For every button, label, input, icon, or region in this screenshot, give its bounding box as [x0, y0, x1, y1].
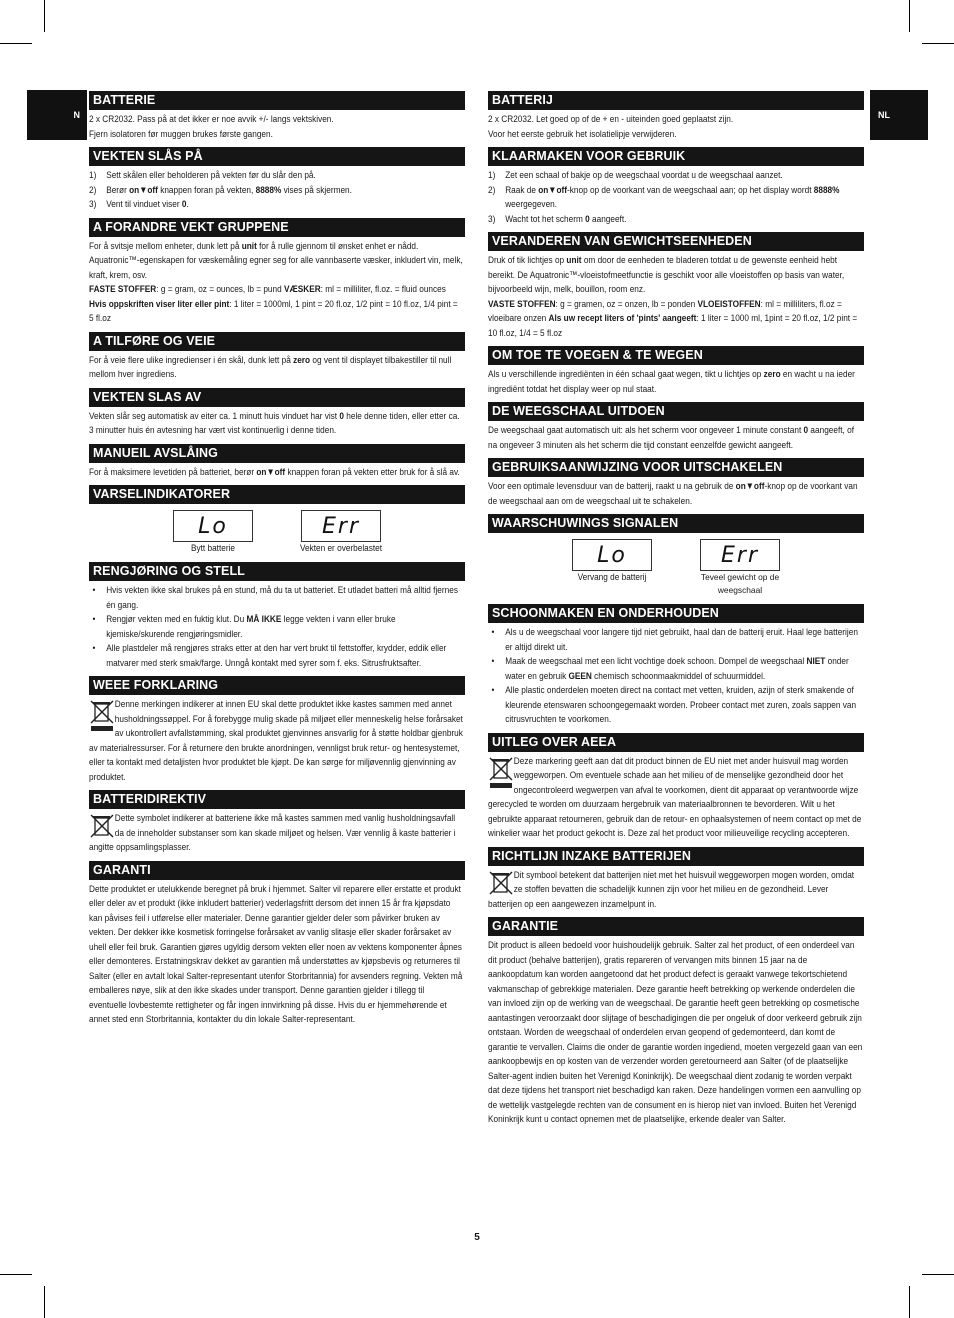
item-number: 2) — [89, 184, 97, 196]
list-item — [89, 169, 464, 184]
item-number: 1) — [89, 170, 97, 181]
section-toevoegen — [488, 346, 864, 397]
page-number: 5 — [474, 1232, 480, 1243]
section-heading: BATTERIE — [89, 91, 465, 110]
lcd-display: Lo — [572, 539, 652, 571]
text-line: 2 x CR2032. Let goed op of de + en - uiteinden goed geplaatst zijn. — [488, 114, 734, 125]
section-heading: RENGJØRING OG STELL — [89, 562, 465, 581]
bullet-list — [89, 584, 464, 671]
paragraph — [89, 113, 464, 142]
text-line: 2 x CR2032. Pass på at det ikker er noe avvik +/- langs vektskiven. — [89, 114, 334, 125]
list-item: • Hvis vekten ikke skal brukes på en stund, må du ta ut batteriet. Et utladet batteri må alltid fjernes én gang. — [92, 585, 458, 611]
language-tab-dutch — [870, 90, 928, 140]
section-heading: DE WEEGSCHAAL UITDOEN — [488, 402, 864, 421]
paragraph: Deze markering geeft aan dat dit product binnen de EU niet met ander huisvuil mag worden weggeworpen. Om eventuele schade aan het milieu of de menselijke gezondheid door het ongecontroleerd wegwerpen van afval te voorkomen, dient dit apparaat op verantwoorde wijze gerecycled te worden om duurzaam hergebruik van materiaalbronnen te bevorderen. Wilt u het gebruikte apparaat retourneren, gebruik dan de retour- en ophaalsystemen of neem contact op met de winkelier waar het product gekocht is. Deze zal het product voor milieuveilige recycling accepteren. — [488, 755, 862, 839]
section-heading: WAARSCHUWINGS SIGNALEN — [488, 514, 864, 533]
section-manueil — [89, 444, 465, 481]
crop-mark — [0, 43, 32, 44]
section-batteridirektiv — [89, 790, 465, 856]
crop-mark — [909, 0, 910, 32]
section-heading: VEKTEN SLÅS PÅ — [89, 147, 465, 166]
crop-mark — [922, 43, 954, 44]
section-heading: WEEE FORKLARING — [89, 676, 465, 695]
paragraph: Dette produktet er utelukkende beregnet på bruk i hjemmet. Salter vil reparere eller erstatte et produkt eller deler av et produkt (ikke inkludert batterier) vederlagsfritt dersom det innen 15 år fra kjøpsdato kan påvises feil i utførelse eller materialer. Denne garantier gjelder deler som påvirker bruken av vekten. Der dekker ikke kosmetisk forringelse forårsaket av vanlig slitasje eller skader forårsaket av uhell eller feil bruk. Garantien gjøres ugyldig dersom vekten eller noen av vektens komponenter åpnes eller demonteres. Erstatningskrav dekket av garantien må understøttes av kjøpsbevis og returneres til Salter (eller en avtalt lokal Salter-representant utenfor Storbritannia) for avsenders regning. Vekten må emballeres nøye, slik at den ikke skades under transport. Denne garantien gjelder i tillegg til eventuelle lovbestemte rettigheter og får ingen innvirkning på disse. Hvis du er hjemmehørende et annet sted enn Storbritannia, kontakter du din lokale Salter-representant. — [89, 883, 463, 1025]
lcd-display: Lo — [173, 510, 253, 542]
paragraph: For å svitsje mellom enheter, dunk lett på unit for å rulle gjennom til ønsket enhet er nådd. Aquatronic™-egenskapen for væskemåling egner seg for alle vannbaserte væsker, inkludert vin, melk, kraft, krem, osv. — [89, 240, 463, 281]
section-garanti — [89, 861, 465, 1028]
section-heading: OM TOE TE VOEGEN & TE WEGEN — [488, 346, 864, 365]
section-heading: GARANTIE — [488, 917, 864, 936]
item-text: Sett skålen eller beholderen på vekten før du slår den på. — [106, 170, 316, 181]
section-veranderen — [488, 232, 864, 341]
section-batterij — [488, 91, 864, 142]
paragraph: VASTE STOFFEN: g = gramen, oz = onzen, lb = ponden VLOEISTOFFEN: ml = milliliters, fl.oz = vloeibare onzen Als uw recept liters of 'pints' aangeeft: 1 liter = 1000 ml, 1pint = 20 fl.oz, 1/2 pint = 10 fl.oz, 1/4 = 5 fl.oz — [488, 298, 858, 339]
paragraph: For å veie flere ulike ingredienser i én skål, dunk lett på zero og vent til displayet tilbakestiller til null mellom hver ingrediens. — [89, 354, 452, 380]
paragraph: Dit product is alleen bedoeld voor huishoudelijk gebruik. Salter zal het product, of een onderdeel van dit product (behalve batterijen), gratis repareren of vervangen mits binnen 15 jaar na de aankoopdatum kan worden aangetoond dat het product defect is geraakt vanwege tekortschietend vakmanschap of gebrekkige materialen. Deze garantie heeft betrekking op werkende onderdelen die van invloed zijn op de werking van de weegschaal. De garantie heeft geen betrekking op cosmetische aantastingen veroorzaakt door slijtage of beschadigingen die per ongeluk of door verkeerd gebruik zijn ontstaan. Worden de weegschaal of onderdelen ervan geopend of gedemonteerd, dan komt de garantie te vervallen. Claims die onder de garantie worden ingediend, moeten vergezeld gaan van een aankoopbewijs en op kosten van de verzender worden geretourneerd aan Salter (of de plaatselijke Salter-agent indien buiten het Verenigd Koninkrijk). De weegschaal dient zodanig te worden verpakt dat deze tijdens het transport niet beschadigd kan raken. Deze handelingen vormen een aanvulling op de wettelijk vastgelegde rechten van de consument en is hierop niet van invloed. Buiten het Verenigd Koninkrijk kunt u contact opnemen met de plaatselijke, erkende dealer van Salter. — [488, 940, 863, 1125]
list-item: • Als u de weegschaal voor langere tijd niet gebruikt, haal dan de batterij eruit. Haal lege batterijen er altijd direkt uit. — [491, 627, 858, 653]
list-item: • Alle plastdeler må rengjøres straks etter at den har vert brukt til fettstoffer, krydder, eddik eller matvarer med sterk smak/farge. Unngå kontakt med syrer som f. eks. Sitrusfruktsafter. — [92, 643, 447, 669]
indicator-caption: Vervang de batterij — [577, 572, 647, 583]
numbered-list — [89, 169, 464, 213]
indicator-low-battery — [562, 539, 662, 597]
language-tab-norwegian — [27, 90, 87, 140]
list-item — [89, 184, 464, 199]
indicator-caption: Teveel gewicht op de weegschaal — [700, 572, 780, 595]
section-heading: RICHTLIJN INZAKE BATTERIJEN — [488, 847, 864, 866]
section-heading: SCHOONMAKEN EN ONDERHOUDEN — [488, 604, 864, 623]
section-weee — [89, 676, 465, 785]
list-item: • Maak de weegschaal met een licht vochtige doek schoon. Dompel de weegschaal NIET onder water en gebruik GEEN chemisch schoonmaakmiddel of schuurmiddel. — [491, 656, 849, 682]
section-uitschakelen — [488, 458, 864, 509]
crop-mark — [44, 0, 45, 32]
section-signalen — [488, 514, 864, 599]
text-line: Voor het eerste gebruik het isolatielipje verwijderen. — [488, 128, 677, 140]
paragraph — [488, 113, 863, 142]
section-heading: BATTERIDIREKTIV — [89, 790, 465, 809]
section-klaarmaken — [488, 147, 864, 227]
item-text: Berør on▼off knappen foran på vekten, 8888% vises på skjermen. — [106, 184, 352, 196]
paragraph: Dit symbool betekent dat batterijen niet met het huisvuil weggeworpen mogen worden, omdat ze stoffen bevatten die schadelijk kunnen zijn voor het milieu en de gezondheid. Lever batterijen op een aangewezen inzamelpunt in. — [488, 869, 855, 910]
crop-mark — [0, 1274, 32, 1275]
paragraph: Druk of tik lichtjes op unit om door de eenheden te bladeren totdat u de gewenste eenheid hebt bereikt. De Aquatronic™-vloeistofmeetfunctie is geschikt voor alle vloeistoffen op basis van water, bijvoorbeeld wijn, melk, bouillon, room enz. — [488, 255, 845, 295]
crop-mark — [922, 1274, 954, 1275]
section-heading: A TILFØRE OG VEIE — [89, 332, 465, 351]
bullet-list — [488, 626, 863, 728]
paragraph: Dette symbolet indikerer at batteriene ikke må kastes sammen med vanlig husholdningsavfall da de inneholder substanser som kan skade miljøet og helsen. Vær vennlig å kaste batterier i angitte oppsamlingsplasser. — [89, 813, 456, 853]
section-heading: VEKTEN SLAS AV — [89, 388, 465, 407]
text-line: Fjern isolatoren før muggen brukes første gangen. — [89, 128, 273, 140]
section-heading: VERANDEREN VAN GEWICHTSEENHEDEN — [488, 232, 864, 251]
section-heading: GEBRUIKSAANWIJZING VOOR UITSCHAKELEN — [488, 458, 864, 477]
paragraph: FASTE STOFFER: g = gram, oz = ounces, lb = pund VÆSKER: ml = milliliter, fl.oz. = fluid ounces Hvis oppskriften viser liter eller pint: 1 liter = 1000ml, 1 pint = 20 fl.oz, 1/2 pint = 10 fl.oz, 1/4 pint = 5 fl.oz — [89, 284, 458, 324]
item-number: 3) — [89, 199, 97, 210]
section-rengjoring — [89, 562, 465, 671]
section-slas-av — [89, 388, 465, 439]
section-tilfore — [89, 332, 465, 383]
paragraph: Vekten slår seg automatisk av eiter ca. 1 minutt huis vinduet har vist 0 hele denne tiden, eller etter ca. 3 minutter huis én avtesning har vært vist kontinuerlig i denne tiden. — [89, 410, 460, 436]
section-aeea — [488, 733, 864, 842]
paragraph: Denne merkingen indikerer at innen EU skal dette produktet ikke kastes sammen med annet husholdningssøppel. For å forebygge mulig skade på miljøet eller menneskelig helse forårsaket av ukontrollert avfallstømming, skal produktet gjenvinnes ansvarlig for å støtte holdbar gjenbruk av materialressurser. For å returnere den brukte anordningen, vennligst bruk retur- og hentesystemet, eller ta kontakt med detaljisten hvor produktet ble kjøpt. De kan sørge for miljøvennlig gjenvinning av produktet. — [89, 699, 463, 783]
indicator-low-battery — [163, 510, 263, 555]
norwegian-column — [89, 91, 465, 1033]
indicator-row — [488, 536, 864, 599]
section-garantie — [488, 917, 864, 1128]
section-heading: MANUEIL AVSLÅING — [89, 444, 465, 463]
crop-mark — [909, 1286, 910, 1318]
list-item: 2) Raak de on▼off-knop op de voorkant van de weegschaal aan; op het display wordt 8888% weergegeven. — [488, 184, 840, 210]
section-varsel — [89, 485, 465, 557]
section-forandre-vekt — [89, 218, 465, 327]
dutch-column — [488, 91, 864, 1133]
indicator-overload — [690, 539, 790, 597]
indicator-caption: Vekten er overbelastet — [299, 543, 383, 554]
indicator-row — [89, 507, 465, 557]
numbered-list — [488, 169, 863, 227]
section-heading: UITLEG OVER AEEA — [488, 733, 864, 752]
section-heading: A FORANDRE VEKT GRUPPENE — [89, 218, 465, 237]
item-text: Vent til vinduet viser 0. — [106, 199, 189, 210]
section-richtlijn — [488, 847, 864, 913]
list-item: • Rengjør vekten med en fuktig klut. Du MÅ IKKE legge vekten i vann eller bruke kjemiske/skurende rengjøringsmidler. — [92, 614, 396, 640]
indicator-caption: Bytt batterie — [190, 543, 236, 554]
section-heading: VARSELINDIKATORER — [89, 485, 465, 504]
list-item: • Alle plastic onderdelen moeten direct na contact met vetten, kruiden, azijn of sterk smakende of kleurende etenswaren schoongegemaakt worden. Probeer contact met zuren, zoals sappen van citrusvruchten te voorkomen. — [491, 685, 857, 725]
section-uitdoen — [488, 402, 864, 453]
section-heading: KLAARMAKEN VOOR GEBRUIK — [488, 147, 864, 166]
indicator-overload — [291, 510, 391, 555]
lcd-display: Err — [700, 539, 780, 571]
paragraph: De weegschaal gaat automatisch uit: als het scherm voor ongeveer 1 minute constant 0 aangeeft, of na ongeveer 3 minuten als het scherm die tijd constant eenzelfde gewicht aangeeft. — [488, 425, 855, 451]
paragraph: Als u verschillende ingrediënten in één schaal gaat wegen, tikt u lichtjes op zero en wacht u na ieder ingrediënt totdat het display weer op nul staat. — [488, 369, 855, 395]
section-heading: BATTERIJ — [488, 91, 864, 110]
section-batterie — [89, 91, 465, 142]
list-item: 1) Zet een schaal of bakje op de weegschaal voordat u de weegschaal aanzet. — [488, 170, 783, 181]
language-code: N — [73, 110, 80, 120]
language-code: NL — [878, 110, 890, 120]
paragraph: Voor een optimale levensduur van de batterij, raakt u na gebruik de on▼off-knop op de voorkant van de weegschaal aan om de weegschaal uit te schakelen. — [488, 481, 858, 507]
section-heading: GARANTI — [89, 861, 465, 880]
crop-mark — [44, 1286, 45, 1318]
list-item: 3) Wacht tot het scherm 0 aangeeft. — [488, 213, 627, 225]
lcd-display: Err — [301, 510, 381, 542]
section-schoonmaken — [488, 604, 864, 728]
paragraph: For å maksimere levetiden på batteriet, berør on▼off knappen foran på vekten etter bruk for å slå av. — [89, 466, 460, 478]
section-vekten-slas-pa — [89, 147, 465, 213]
list-item — [89, 198, 464, 213]
